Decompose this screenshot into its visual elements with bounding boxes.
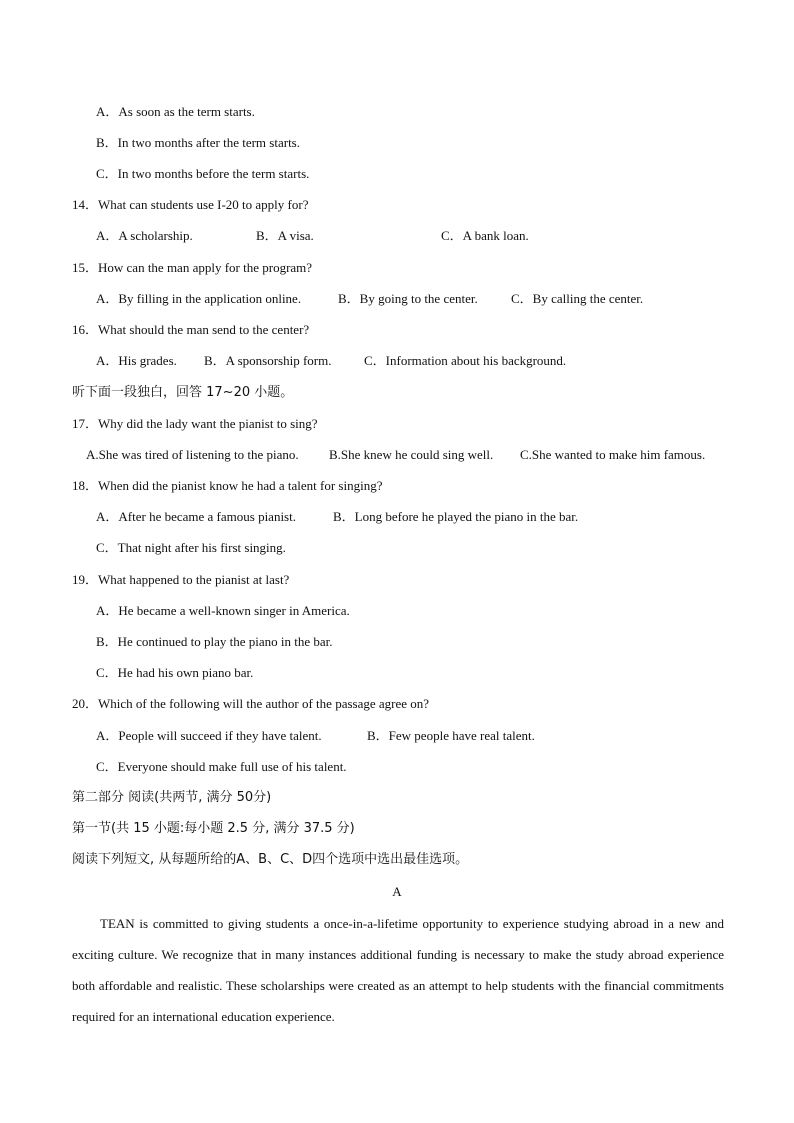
q16-option-c: C．Information about his background. xyxy=(364,353,567,368)
q15-option-b: B．By going to the center. xyxy=(338,291,478,306)
section1-title: 第一节(共 15 小题:每小题 2.5 分, 满分 37.5 分) xyxy=(72,821,355,836)
q17-option-b: B.She knew he could sing well. xyxy=(329,447,494,462)
part2-title: 第二部分 阅读(共两节, 满分 50分) xyxy=(72,790,272,805)
reading-instruction: 阅读下列短文, 从每题所给的A、B、C、D四个选项中选出最佳选项。 xyxy=(72,852,469,867)
q17-option-c: C.She wanted to make him famous. xyxy=(520,447,706,462)
q15-option-c: C．By calling the center. xyxy=(511,291,644,306)
q18-question: 18．When did the pianist know he had a talent for singing? xyxy=(72,478,383,493)
q18-option-c: C．That night after his first singing. xyxy=(96,540,286,555)
q20-question: 20．Which of the following will the author of the passage agree on? xyxy=(72,696,430,711)
q20-option-c: C．Everyone should make full use of his talent. xyxy=(96,759,347,774)
q17-question: 17．Why did the lady want the pianist to sing? xyxy=(72,416,318,431)
passage-label: A xyxy=(392,884,402,899)
q18-option-a: A．After he became a famous pianist. xyxy=(96,509,296,524)
q16-question: 16．What should the man send to the center? xyxy=(72,322,310,337)
q20-option-a: A．People will succeed if they have talent. xyxy=(96,728,322,743)
passage-a-paragraph: TEAN is committed to giving students a once-in-a-lifetime opportunity to experience studying abroad in a new and exciting culture. We recognize that in many instances additional funding is necessary to make the study abroad experience both affordable and realistic. These scholarships were created as an attempt to help students with the financial commitments required for an international education experience. xyxy=(72,916,724,1024)
section-monologue-instruction: 听下面一段独白，回答 17~20 小题。 xyxy=(72,385,294,400)
q16-option-a: A．His grades. xyxy=(96,353,177,368)
q19-option-b: B．He continued to play the piano in the bar. xyxy=(96,634,333,649)
q20-option-b: B．Few people have real talent. xyxy=(367,728,535,743)
q19-option-a: A．He became a well-known singer in America. xyxy=(96,603,350,618)
q14-option-c: C．A bank loan. xyxy=(441,228,529,243)
q13-option-a: A．As soon as the term starts. xyxy=(96,104,255,119)
q15-option-a: A．By filling in the application online. xyxy=(96,291,302,306)
q14-option-a: A．A scholarship. xyxy=(96,228,193,243)
q18-option-b: B．Long before he played the piano in the bar. xyxy=(333,509,579,524)
q13-option-b: B．In two months after the term starts. xyxy=(96,135,300,150)
q17-option-a: A.She was tired of listening to the piano. xyxy=(86,447,299,462)
q19-option-c: C．He had his own piano bar. xyxy=(96,665,254,680)
q16-option-b: B．A sponsorship form. xyxy=(204,353,332,368)
q13-option-c: C．In two months before the term starts. xyxy=(96,166,310,181)
q14-option-b: B．A visa. xyxy=(256,228,314,243)
q14-question: 14．What can students use I-20 to apply for? xyxy=(72,197,309,212)
q19-question: 19．What happened to the pianist at last? xyxy=(72,572,290,587)
q15-question: 15．How can the man apply for the program? xyxy=(72,260,313,275)
